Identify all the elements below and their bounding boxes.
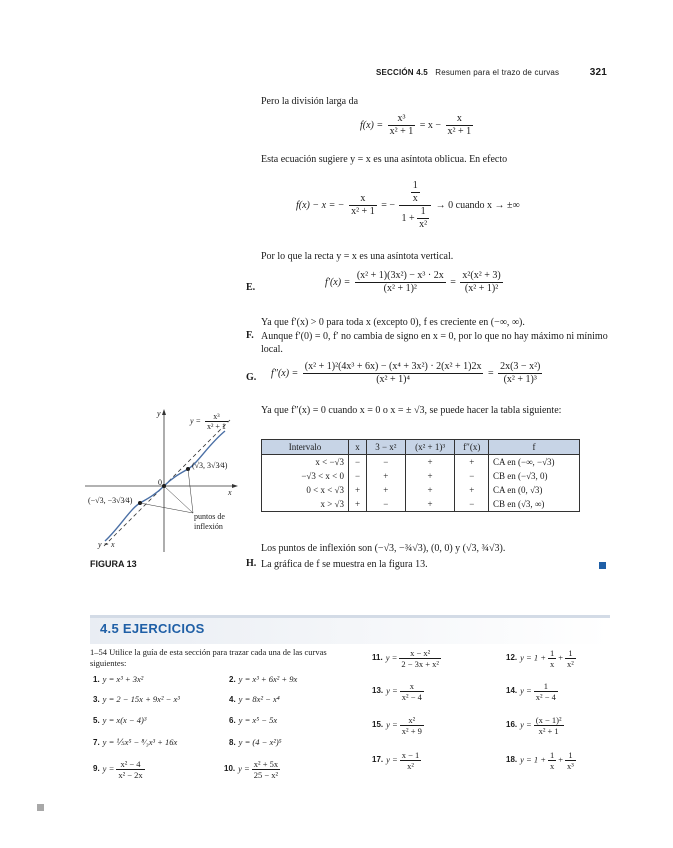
increasing-text: Ya que f′(x) > 0 para toda x (excepto 0), f es creciente en (−∞, ∞).	[261, 317, 525, 328]
table-cell: +	[405, 497, 455, 512]
exercise-num: x² + 5x	[253, 759, 279, 769]
eq1-num2: x	[456, 113, 462, 124]
table-cell: +	[455, 483, 489, 497]
exercise-num: x² − 4	[120, 759, 141, 769]
exercise-prefix: y =	[520, 685, 532, 696]
eq2-bden-den: x²	[419, 219, 428, 230]
table-row	[262, 497, 580, 512]
curve-label-y: y =	[190, 416, 201, 426]
exercise-fraction	[548, 648, 556, 669]
exercise-fraction-2	[565, 750, 576, 771]
table-header: f″(x)	[455, 440, 489, 455]
exercise-item	[506, 750, 578, 771]
inflection-points-text: Los puntos de inflexión son (−√3, −¾√3), (0, 0) y (√3, ¾√3).	[261, 543, 506, 554]
eqG-num2: 2x(3 − x²)	[500, 361, 541, 372]
exercise-fraction	[548, 750, 556, 771]
eqG-den2: (x² + 1)³	[498, 373, 542, 386]
intro-text: Pero la división larga da	[261, 96, 359, 107]
exercise-number: 11.	[372, 653, 383, 663]
leader-line	[140, 503, 193, 513]
exercise-mid: +	[558, 652, 564, 663]
table-cell: −	[366, 497, 405, 512]
exercise-expression: y = x³ + 6x² + 9x	[238, 674, 298, 684]
exercise-den: x² − 4	[401, 692, 422, 702]
eqG-lhs: f″(x) =	[271, 367, 299, 379]
exercise-item	[372, 681, 426, 702]
exercise-item	[93, 715, 146, 725]
running-header	[376, 67, 607, 78]
exercise-item	[506, 715, 566, 736]
table-header: x	[349, 440, 367, 455]
exercise-prefix: y =	[386, 719, 398, 730]
origin-label: 0	[158, 478, 162, 487]
eq2-eq: = −	[381, 199, 395, 211]
exercise-fraction	[534, 681, 558, 702]
y-axis-label: y	[157, 409, 161, 418]
table-header: f	[489, 440, 580, 455]
vertical-asymptote-text: Por lo que la recta y = x es una asíntota vertical.	[261, 251, 454, 262]
exercise-number: 9.	[93, 764, 100, 774]
eq2-fraction	[349, 193, 377, 218]
equation-second-derivative	[271, 361, 544, 386]
exercise-number: 1.	[93, 675, 100, 684]
inflection-points-label: puntos de inflexión	[194, 512, 225, 531]
x-axis-label: x	[228, 488, 232, 497]
exercise-item	[229, 694, 280, 704]
table-cell: −	[349, 469, 367, 483]
exercise-expression: y = ⅕x⁵ − ⁸⁄₃x³ + 16x	[102, 737, 178, 747]
exercise-prefix: y =	[102, 763, 115, 774]
exercise-den: x² + 1	[534, 725, 564, 736]
table-cell: 0 < x < √3	[262, 483, 349, 497]
exercise-number: 13.	[372, 686, 384, 696]
exercise-item	[372, 648, 443, 669]
exercise-den: x²	[400, 760, 422, 771]
exercise-num2: 1	[568, 750, 573, 760]
exercise-number: 8.	[229, 738, 236, 747]
exercise-fraction	[400, 750, 422, 771]
exercise-num: x − x²	[410, 648, 431, 658]
concavity-table	[261, 439, 580, 512]
asymptote-label: y = x	[98, 540, 115, 549]
oblique-asymptote-text: Esta ecuación sugiere y = x es una asíntota oblicua. En efecto	[261, 154, 508, 165]
point-label-positive: (√3, 3√3⁄4)	[192, 461, 228, 470]
eqE-den: (x² + 1)²	[355, 282, 446, 295]
exercise-prefix: y =	[385, 652, 398, 663]
eqE-num: (x² + 1)(3x²) − x³ · 2x	[356, 270, 444, 281]
eq2-bden-num: 1	[420, 206, 426, 217]
exercise-prefix: y =	[238, 763, 250, 774]
exercise-den: x	[550, 761, 555, 771]
equation-limit	[296, 180, 520, 231]
figure-caption: FIGURA 13	[90, 559, 137, 569]
exercise-number: 15.	[372, 720, 384, 730]
exercise-num: 1	[550, 750, 555, 760]
eq1-den: x² + 1	[389, 126, 414, 137]
table-cell: +	[405, 469, 455, 483]
exercise-fraction	[252, 759, 280, 780]
table-cell: −	[455, 497, 489, 512]
step-label-h: H.	[246, 558, 257, 569]
exercise-prefix: y =	[386, 685, 398, 696]
exercise-den: x² − 2x	[118, 770, 143, 780]
exercise-num2: 1	[568, 648, 573, 658]
exercise-item	[93, 759, 147, 780]
exercise-number: 4.	[229, 695, 236, 704]
x-axis-arrow	[232, 484, 238, 488]
exercise-den: x² + 9	[401, 726, 422, 736]
exercise-number: 10.	[224, 764, 236, 774]
table-cell: x > √3	[262, 497, 349, 512]
section-number: SECCIÓN 4.5	[375, 68, 428, 77]
exercise-number: 2.	[229, 675, 236, 684]
exercise-expression: y = (4 − x²)⁵	[238, 737, 282, 747]
eq2-bden-a: 1 +	[401, 212, 415, 224]
table-cell: CA en (−∞, −√3)	[489, 455, 580, 470]
exercise-expression: y = x(x − 4)³	[102, 715, 147, 725]
exercise-number: 3.	[93, 695, 100, 704]
eq1-mid: = x −	[419, 119, 442, 131]
exercise-expression: y = 8x² − x⁴	[238, 694, 280, 704]
eqG-fraction	[303, 361, 484, 386]
step-label-e: E.	[246, 282, 256, 293]
step-label-g: G.	[246, 372, 257, 383]
exercise-fraction	[399, 648, 441, 669]
eq2-num: x	[360, 193, 366, 204]
exercise-mid: +	[558, 754, 564, 765]
exercise-item	[372, 715, 426, 736]
table-cell: +	[366, 483, 405, 497]
exercise-number: 6.	[229, 716, 236, 725]
table-row	[262, 469, 580, 483]
curve-label-fraction	[205, 412, 228, 431]
table-intro-text: Ya que f″(x) = 0 cuando x = 0 o x = ± √3, se puede hacer la tabla siguiente:	[261, 405, 562, 416]
eq1-lhs: f(x) =	[360, 119, 384, 131]
exercise-den2: x³	[567, 761, 574, 771]
eq1-fraction-2	[446, 113, 474, 138]
table-cell: +	[366, 469, 405, 483]
exercise-item	[506, 681, 560, 702]
step-label-f: F.	[246, 330, 254, 341]
eqE-fraction	[355, 270, 446, 295]
eq2-den: x² + 1	[351, 206, 375, 217]
table-cell: +	[455, 455, 489, 470]
eq1-den2: x² + 1	[447, 126, 472, 137]
eqE-lhs: f′(x) =	[325, 276, 351, 288]
eqE-fraction-2	[460, 270, 502, 295]
eq2-bnum-bot: x	[412, 193, 418, 204]
equation-first-derivative	[325, 270, 505, 295]
eqG-eq: =	[487, 367, 494, 379]
exercise-number: 18.	[506, 755, 518, 765]
curve-label-num: x³	[213, 412, 220, 421]
eqE-den2: (x² + 1)²	[460, 282, 502, 295]
table-cell: −√3 < x < 0	[262, 469, 349, 483]
eqG-num: (x² + 1)²(4x³ + 6x) − (x⁴ + 3x²) · 2(x² + 1)2x	[304, 361, 482, 372]
exercise-den: x² − 4	[535, 692, 556, 702]
table-row	[262, 455, 580, 470]
eqG-den: (x² + 1)⁴	[303, 373, 484, 386]
exercise-item	[229, 715, 277, 725]
exercise-item	[93, 674, 143, 684]
section-subtitle: Resumen para el trazo de curvas	[435, 68, 560, 77]
page-number: 321	[589, 67, 607, 78]
eq1-fraction	[388, 113, 416, 138]
eq2-big-fraction	[399, 180, 431, 231]
leader-line	[164, 486, 193, 513]
exercise-num: (x − 1)²	[535, 715, 562, 725]
exercise-number: 17.	[372, 755, 384, 765]
exercise-prefix: y = 1 +	[520, 652, 546, 663]
exercise-den: 2 − 3x + x²	[401, 659, 439, 669]
exercise-number: 16.	[506, 720, 518, 730]
exercises-title: 4.5 EJERCICIOS	[100, 621, 205, 636]
table-cell: −	[349, 455, 367, 470]
eq2-big-num	[399, 180, 431, 205]
no-extrema-text: Aunque f′(0) = 0, f′ no cambia de signo en x = 0, por lo que no hay máximo ni mínimo local.	[261, 331, 608, 355]
exercise-item	[93, 694, 180, 704]
table-cell: +	[349, 497, 367, 512]
exercises-instructions: 1–54 Utilice la guía de esta sección para trazar cada una de las curvas siguientes:	[90, 647, 327, 668]
exercise-number: 7.	[93, 738, 100, 747]
exercise-den: x	[550, 659, 555, 669]
table-cell: +	[405, 483, 455, 497]
eq1-num: x³	[397, 113, 406, 124]
table-row	[262, 483, 580, 497]
table-cell: CA en (0, √3)	[489, 483, 580, 497]
table-cell: CB en (−√3, 0)	[489, 469, 580, 483]
table-header: Intervalo	[262, 440, 349, 455]
exercise-item	[229, 737, 282, 747]
eq2-tail: → 0 cuando x → ±∞	[435, 199, 520, 211]
eqE-eq: =	[450, 276, 456, 288]
exercise-num: x²	[408, 715, 416, 725]
table-cell: +	[405, 455, 455, 470]
exercise-fraction	[116, 759, 144, 780]
exercise-fraction	[534, 715, 564, 736]
exercise-number: 12.	[506, 653, 518, 663]
exercise-num: x − 1	[401, 750, 420, 760]
eq2-bden-frac	[417, 206, 429, 231]
exercise-expression: y = 2 − 15x + 9x² − x³	[102, 694, 180, 704]
equation-long-division	[360, 113, 475, 138]
table-cell: −	[366, 455, 405, 470]
exercise-den2: x²	[567, 659, 574, 669]
exercise-num: 1	[550, 648, 555, 658]
end-of-example-marker	[599, 562, 606, 569]
curve-label-den: x² + 1	[206, 422, 226, 431]
table-header: (x² + 1)³	[405, 440, 455, 455]
exercise-fraction-2	[565, 648, 576, 669]
table-cell: +	[349, 483, 367, 497]
exercise-prefix: y =	[520, 719, 532, 730]
table-cell: x < −√3	[262, 455, 349, 470]
table-header-row	[262, 440, 580, 455]
eq2-bnum-top: 1	[412, 180, 418, 191]
exercise-fraction	[400, 681, 424, 702]
exercise-num: 1	[543, 681, 548, 691]
exercise-item	[224, 759, 282, 780]
table-cell: −	[455, 469, 489, 483]
table-cell: CB en (√3, ∞)	[489, 497, 580, 512]
page-corner-marker	[37, 804, 44, 811]
exercise-fraction	[400, 715, 424, 736]
eqG-fraction-2	[498, 361, 542, 386]
concavity-table-wrapper	[261, 439, 580, 512]
leader-line	[188, 469, 193, 513]
curve-equation-label	[190, 412, 230, 431]
exercise-num: x	[409, 681, 414, 691]
exercise-prefix: y =	[386, 754, 398, 765]
exercise-den: 25 − x²	[253, 770, 279, 780]
exercise-prefix: y = 1 +	[520, 754, 546, 765]
eq2-big-num-frac	[411, 180, 420, 205]
y-axis-arrow	[162, 409, 166, 415]
exercise-expression: y = x³ + 3x²	[102, 674, 144, 684]
eq2-lhs: f(x) − x = −	[296, 199, 345, 211]
eq2-big-den	[399, 205, 431, 231]
exercise-number: 5.	[93, 716, 100, 725]
exercise-item	[229, 674, 297, 684]
graph-reference-text: La gráfica de f se muestra en la figura 13.	[261, 559, 428, 570]
exercise-expression: y = x⁵ − 5x	[238, 715, 278, 725]
exercise-item	[93, 737, 177, 748]
eqE-num2: x²(x² + 3)	[462, 270, 501, 281]
exercise-item	[506, 648, 578, 669]
point-label-negative: (−√3, −3√3⁄4)	[88, 496, 133, 505]
exercise-number: 14.	[506, 686, 518, 696]
table-header: 3 − x²	[366, 440, 405, 455]
exercise-item	[372, 750, 423, 771]
